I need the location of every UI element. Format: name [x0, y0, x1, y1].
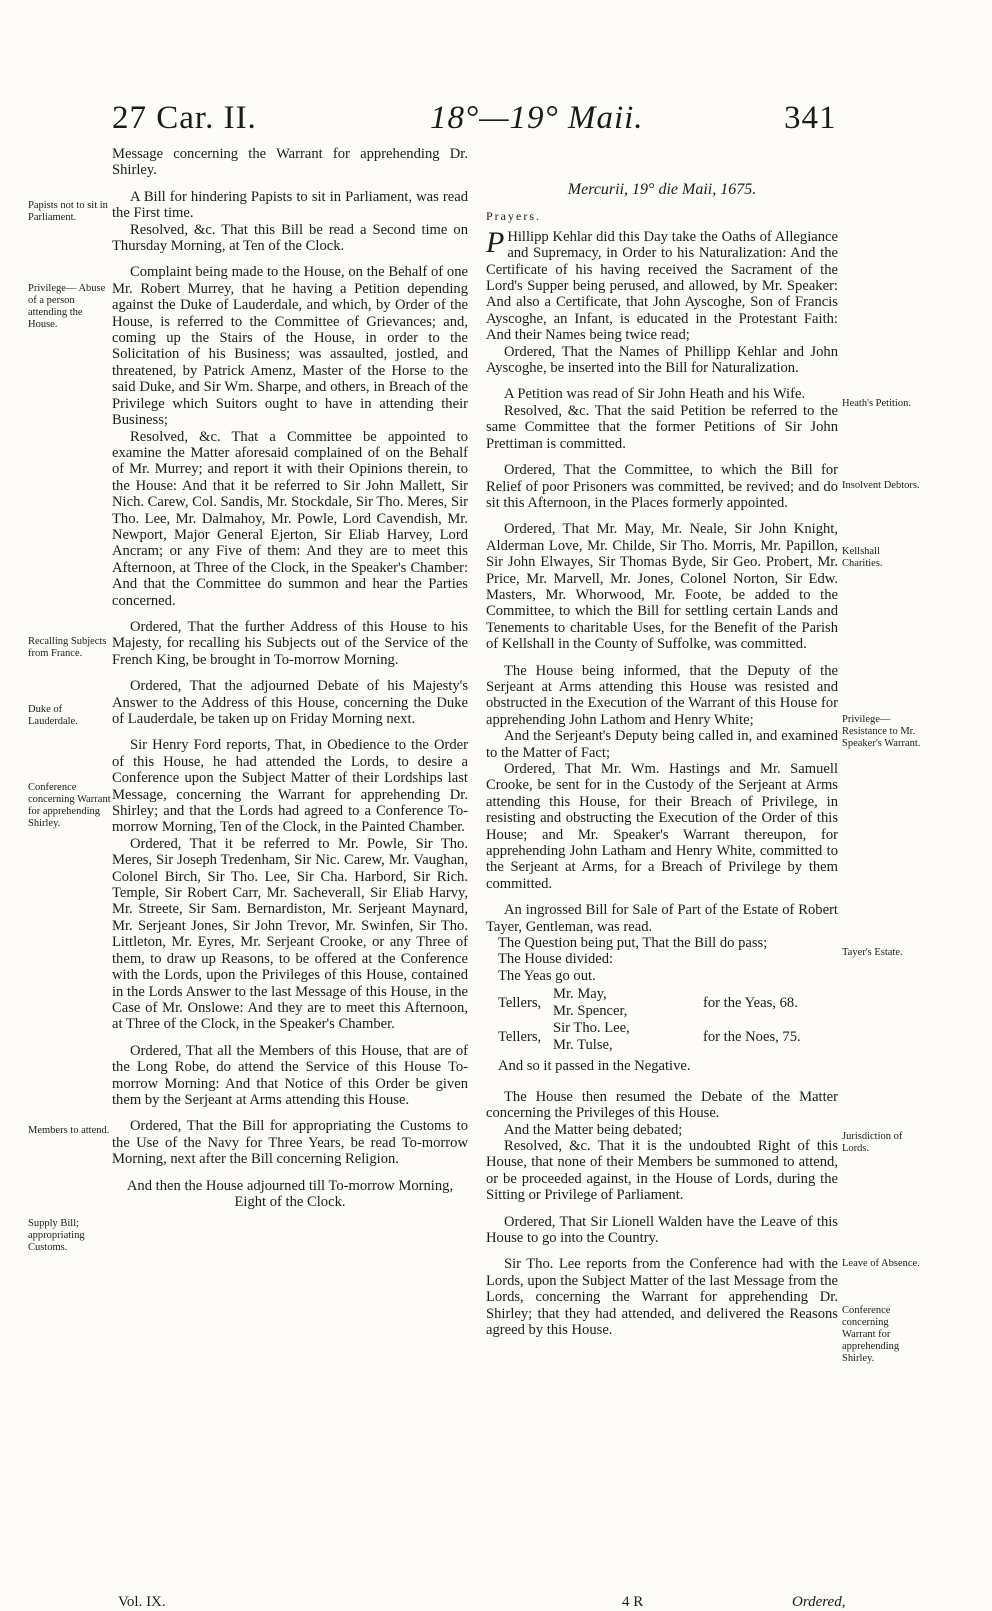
paragraph: Ordered, That the Committee, to which the Bill for Relief of poor Prisoners was committed, be revived; and do sit this Afternoon, in the Places formerly appointed.: [486, 462, 838, 511]
paragraph: Ordered, That all the Members of this House, that are of the Long Robe, do attend the Service of this House To-morrow Morning: And that Notice of this Order be given them by the Serjeant at Arms attending this House.: [112, 1042, 468, 1108]
paragraph: Resolved, &c. That this Bill be read a Second time on Thursday Morning, at Ten of the Clock.: [112, 221, 468, 255]
division-yeas-out: The Yeas go out.: [498, 967, 596, 984]
paragraph: [486, 225, 838, 344]
paragraph: Ordered, That the Bill for appropriating the Customs to the Use of the Navy for Three Years, be read To-morrow Morning, next after the Bill concerning Religion.: [112, 1118, 468, 1168]
paragraph: A Bill for hindering Papists to sit in Parliament, was read the First time.: [112, 188, 468, 222]
dateline: Mercurii, 19° die Maii, 1675.: [567, 181, 757, 198]
teller-name: Sir Tho. Lee,: [553, 1020, 630, 1037]
margin-note: Tayer's Estate.: [842, 947, 903, 958]
paragraph: Ordered, That Mr. Wm. Hastings and Mr. Samuell Crooke, be sent for in the Custody of the Serjeant at Arms attending this House, for their Breach of Privilege, in resisting and obstructing the Execution of the Order of this House; and Mr. Speaker's Warrant thereupon, for apprehending John Latham and Henry White, committed to the Serjeant at Arms, for a Breach of Privilege by them committed.: [486, 761, 838, 892]
date-header: 18°—19° Maii.: [430, 100, 644, 136]
paragraph: Ordered, That Sir Lionell Walden have the Leave of this House to go into the Country.: [486, 1213, 838, 1246]
adjournment: And then the House adjourned till To-morrow Morning, Eight of the Clock.: [126, 1177, 454, 1210]
paragraph: An ingrossed Bill for Sale of Part of the Estate of Robert Tayer, Gentleman, was read.: [486, 902, 838, 935]
margin-note: Leave of Absence.: [842, 1258, 920, 1269]
paragraph: Ordered, That Mr. May, Mr. Neale, Sir John Knight, Alderman Love, Mr. Childe, Sir Tho. Morris, Mr. Papillon, Sir John Elwayes, Sir Thomas Byde, Sir Geo. Probert, Mr. Price, Mr. Marvell, Mr. Jones, Colonel Norton, Sir Edw. Masters, Mr. Whorwood, Mr. Foote, be added to the Committee, to which the Bill for settling certain Lands and Tenements to charitable Uses, for the Benefit of the Parish of Kellshall in the County of Suffolke, was committed.: [486, 521, 838, 653]
tellers-label: Tellers,: [498, 994, 542, 1011]
noes-result: for the Noes, 75.: [703, 1028, 801, 1045]
paragraph: Ordered, That it be referred to Mr. Powle, Sir Tho. Meres, Sir Joseph Tredenham, Sir Nic. Carew, Mr. Vaughan, Colonel Birch, Sir Tho. Lee, Sir Cha. Harbord, Sir Rich. Temple, Sir Robert Carr, Mr. Sacheverall, Sir Eliab Harvy, Mr. Streete, Sir Sam. Bernardiston, Mr. Serjeant Maynard, Mr. Serjeant Jones, Sir John Trevor, Mr. Swinfen, Sir Tho. Littleton, Mr. Eyres, Mr. Serjeant Crooke, or any Three of them, to draw up Reasons, to be offered at the Conference with the Lords, upon the Privileges of this House, contained in the Lords Answer to the last Message of this House, in the Case of Mr. Onslowe: And they are to meet this Afternoon, at Three of the Clock, in the Speaker's Chamber.: [112, 835, 468, 1033]
margin-note: Conference concerning Warrant for apprehending Shirley.: [842, 1305, 900, 1364]
paragraph: Resolved, &c. That the said Petition be referred to the same Committee that the former Petitions of Sir John Prettiman is committed.: [486, 402, 838, 452]
division-outcome: And so it passed in the Negative.: [498, 1058, 691, 1075]
margin-note: Insolvent Debtors.: [842, 480, 920, 491]
drop-cap: P: [486, 225, 505, 259]
paragraph: Sir Tho. Lee reports from the Conference had with the Lords, upon the Subject Matter of the last Message from the Lords, concerning the Warrant for apprehending Dr. Shirley; that they had attended, and delivered the Reasons agreed by this House.: [486, 1256, 838, 1338]
division: [486, 935, 838, 1075]
margin-note: Kellshall Charities.: [842, 546, 883, 569]
margin-note: Heath's Petition.: [842, 398, 911, 409]
margin-note: Privilege— Resistance to Mr. Speaker's Warrant.: [842, 714, 921, 749]
paragraph: The House then resumed the Debate of the Matter concerning the Privileges of this House.: [486, 1088, 838, 1122]
margin-note: Conference concerning Warrant for apprehending Shirley.: [28, 782, 111, 829]
catchword: Ordered,: [792, 1594, 846, 1610]
paragraph: A Petition was read of Sir John Heath and his Wife.: [504, 386, 806, 403]
paragraph: Ordered, That the adjourned Debate of his Majesty's Answer to the Address of this House, concerning the Duke of Lauderdale, be taken up on Friday Morning next.: [112, 678, 468, 727]
regnal-year: 27 Car. II.: [112, 100, 257, 136]
paragraph: And the Matter being debated;: [504, 1121, 683, 1138]
paragraph: Sir Henry Ford reports, That, in Obedience to the Order of this House, he had attended the Lords, to desire a Conference upon the Subject Matter of their Lordships last Message, concerning the Warrant for apprehending Dr. Shirley; and that the Lords had agreed to a Conference To-morrow Morning, Ten of the Clock, in the Painted Chamber.: [112, 737, 468, 836]
division-question: The Question being put, That the Bill do pass;: [498, 935, 768, 952]
margin-note: Papists not to sit in Parliament.: [28, 200, 108, 223]
division-divided: The House divided:: [498, 951, 614, 968]
paragraph: The House being informed, that the Deputy of the Serjeant at Arms attending this House was resisted and obstructed in the Execution of the Warrant of this House for apprehending John Lathom and Henry White;: [486, 662, 838, 728]
margin-note: Jurisdiction of Lords.: [842, 1131, 903, 1154]
teller-name: Mr. Tulse,: [553, 1037, 613, 1054]
tellers-table: [498, 986, 838, 1054]
teller-name: Mr. Spencer,: [553, 1003, 628, 1020]
paragraph: Message concerning the Warrant for apprehending Dr. Shirley.: [112, 146, 468, 179]
paragraph-text: Hillipp Kehlar did this Day take the Oaths of Allegiance and Supremacy, in Order to his Naturalization: And the Certificate of his having received the Sacrament of the Lord's Supper being perused, and allowed, by Mr. Speaker: And also a Certificate, that John Ayscoghe, Son of Francis Ayscoghe, an Infant, is educated in the Protestant Faith: And their Names being twice read;: [486, 228, 838, 344]
margin-note: Members to attend.: [28, 1125, 110, 1136]
prayers-heading: Prayers.: [486, 209, 541, 224]
margin-note: Privilege— Abuse of a person attending the House.: [28, 283, 106, 330]
signature-mark: 4 R: [622, 1594, 644, 1610]
margin-note: Recalling Subjects from France.: [28, 636, 107, 659]
left-column: [112, 146, 468, 1220]
yeas-result: for the Yeas, 68.: [703, 994, 798, 1011]
paragraph: Complaint being made to the House, on the Behalf of one Mr. Robert Murrey, that he having a Petition depending against the Duke of Lauderdale, and which, by Order of the House, is referred to the Committee of Grievances; and, coming up the Stairs of the House, in order to the Solicitation of his Business; was assaulted, jostled, and threatened, by Patrick Amenz, Master of the Horse to the said Duke, and Sir Wm. Sharpe, and others, in Breach of the Privilege which Suitors ought to have in attending their Business;: [112, 264, 468, 429]
paragraph: Ordered, That the Names of Phillipp Kehlar and John Ayscoghe, be inserted into the Bill for Naturalization.: [486, 343, 838, 377]
page-number: 341: [784, 100, 837, 136]
margin-note: Duke of Lauderdale.: [28, 704, 78, 727]
paragraph: Resolved, &c. That a Committee be appointed to examine the Matter aforesaid complained of on the Behalf of Mr. Murrey; and report it with their Opinions therein, to the House: And that it be referred to Sir John Mallett, Sir Nich. Carew, Col. Sandis, Mr. Stockdale, Sir Tho. Meres, Sir Tho. Lee, Mr. Dalmahoy, Mr. Powle, Lord Cavendish, Mr. Newport, Major General Ejerton, Sir Eliab Harvey, Lord Ancram; or any Five of them: And they are to meet this Afternoon, at Three of the Clock, in the Speaker's Chamber: And that the Committee do summon and hear the Parties concerned.: [112, 428, 468, 609]
tellers-label: Tellers,: [498, 1028, 542, 1045]
volume-number: Vol. IX.: [118, 1594, 166, 1610]
paragraph: Resolved, &c. That it is the undoubted Right of this House, that none of their Members be summoned to attend, or be proceeded against, in the House of Lords, during the Sitting or Privilege of Parliament.: [486, 1137, 838, 1204]
paragraph: And the Serjeant's Deputy being called in, and examined to the Matter of Fact;: [486, 728, 838, 761]
teller-name: Mr. May,: [553, 986, 607, 1003]
right-column: [486, 182, 838, 1348]
margin-note: Supply Bill; appropriating Customs.: [28, 1218, 85, 1253]
paragraph: Ordered, That the further Address of this House to his Majesty, for recalling his Subjects out of the Service of the French King, be brought in To-morrow Morning.: [112, 618, 468, 668]
